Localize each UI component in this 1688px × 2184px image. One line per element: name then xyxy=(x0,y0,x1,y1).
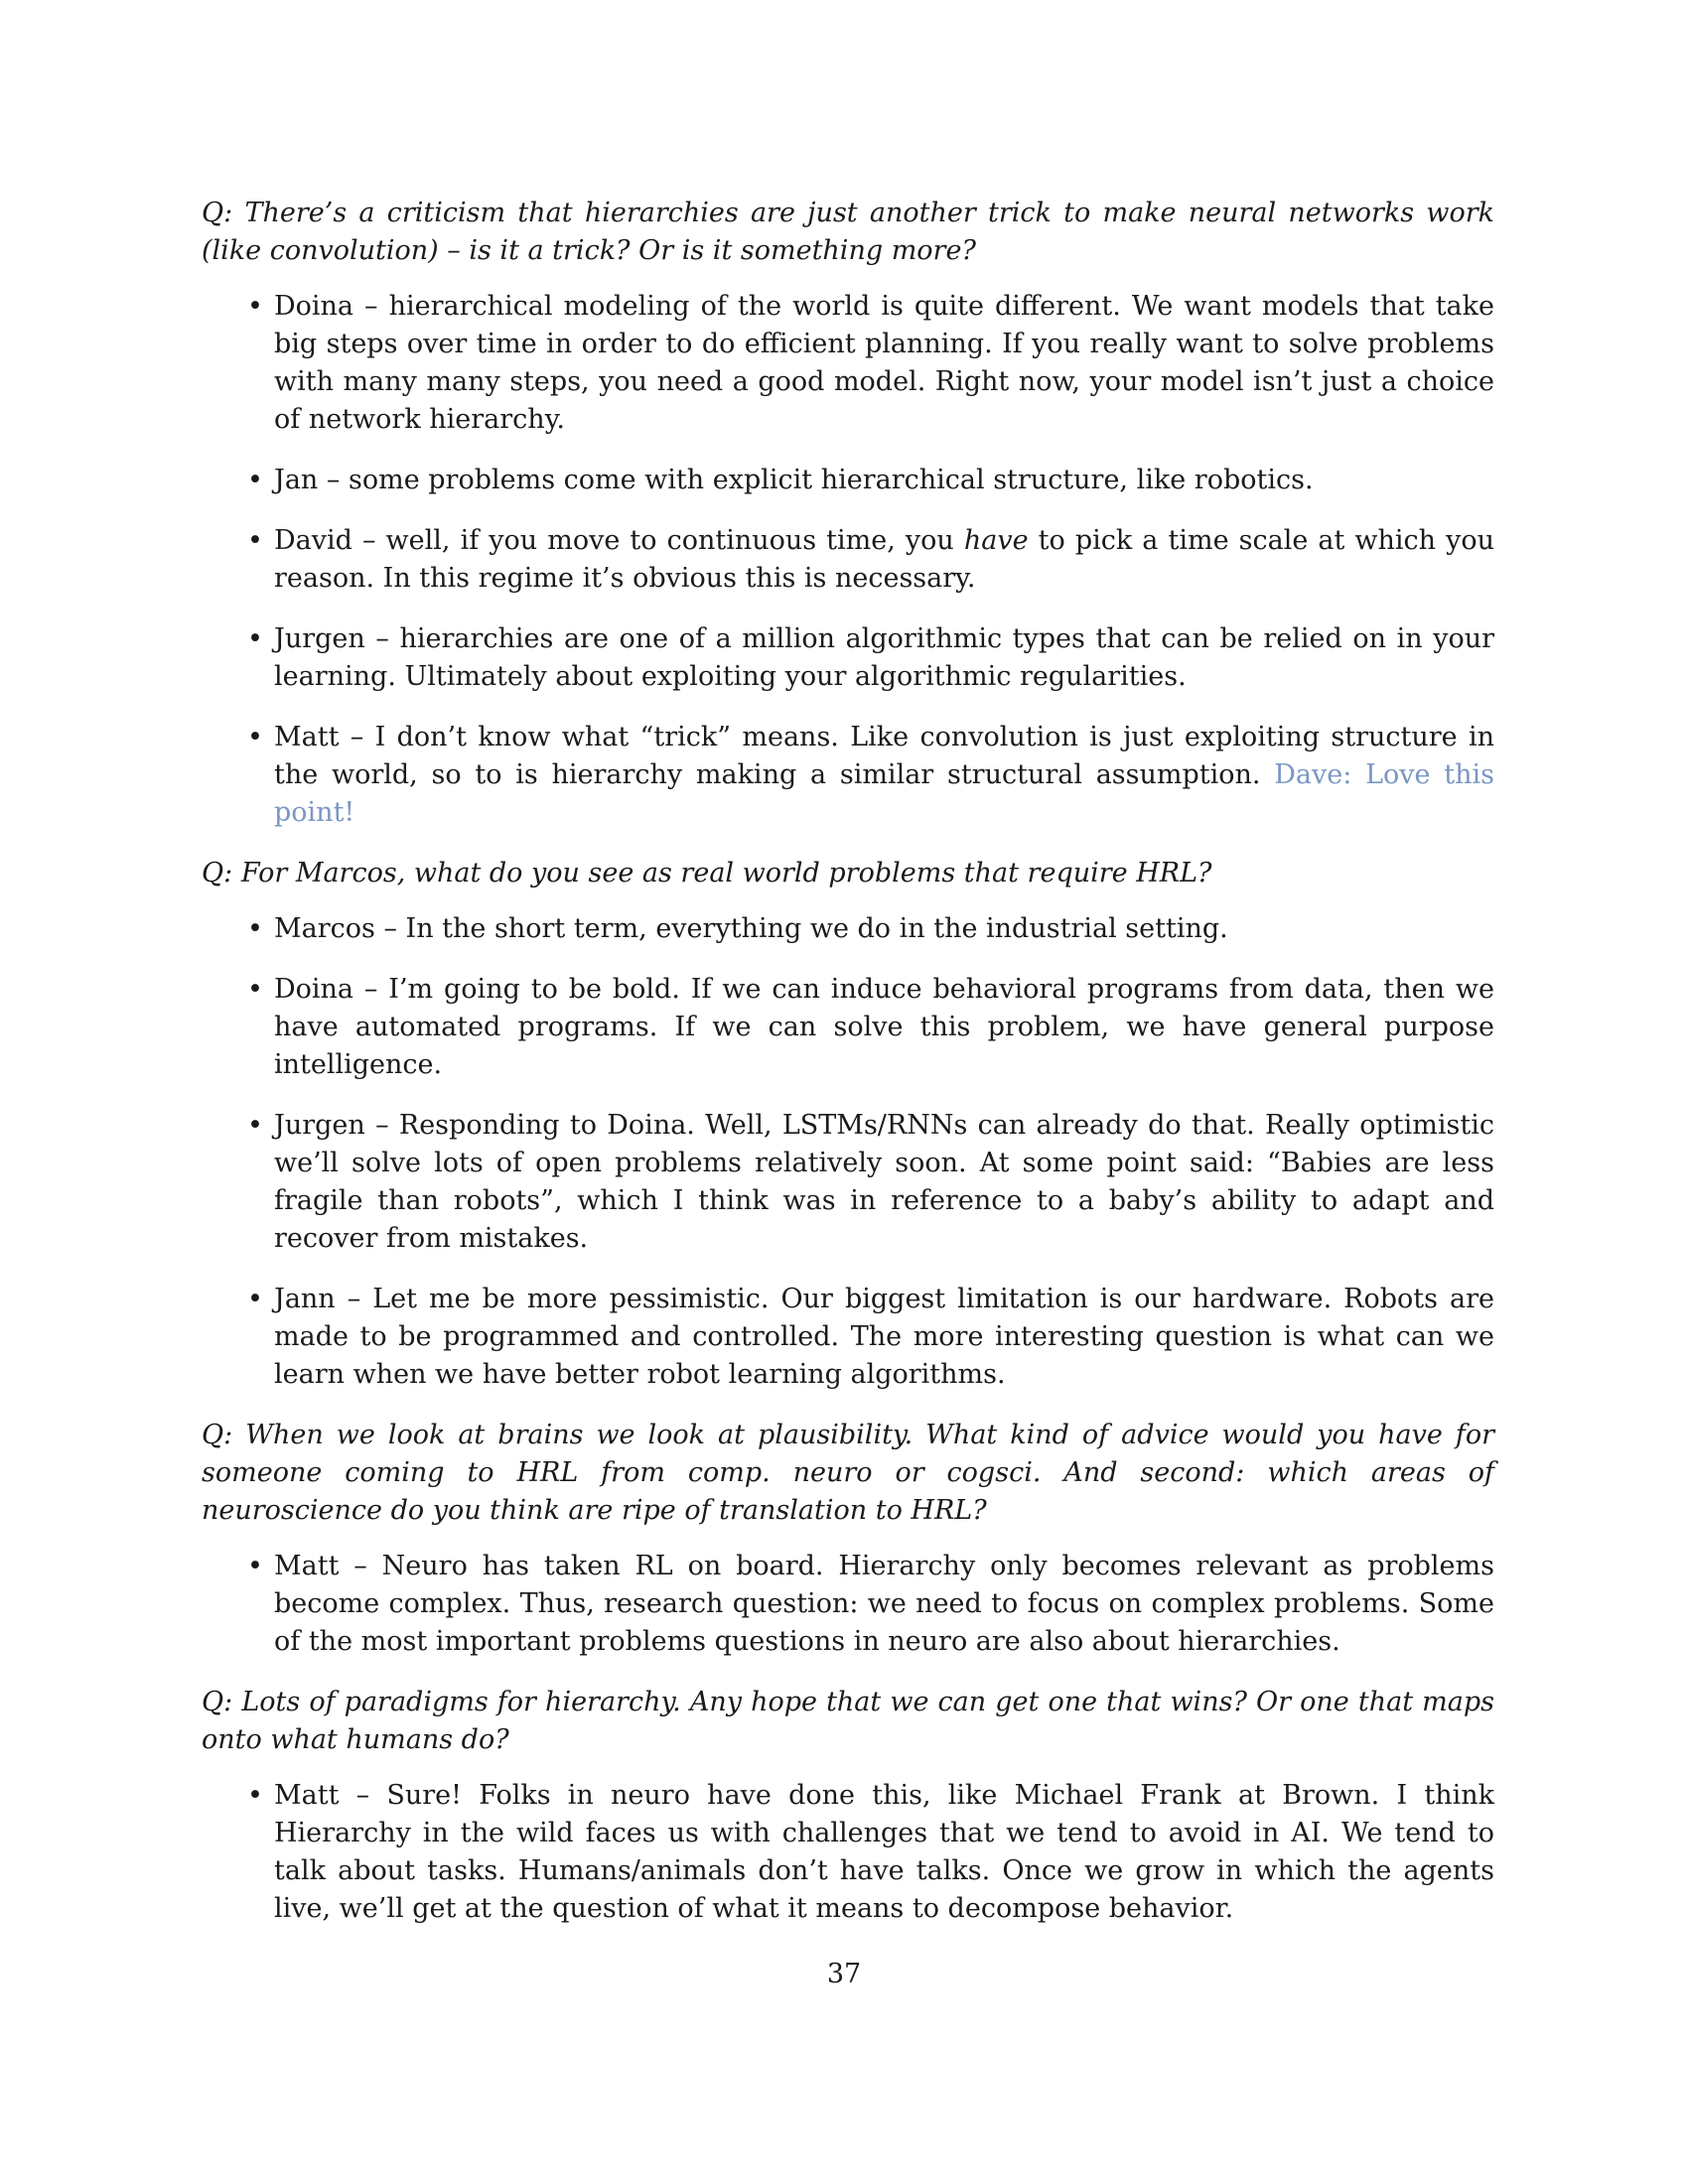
answer-text: Matt – Neuro has taken RL on board. Hierarchy only becomes relevant as problems become complex. Thus, research question: we need to focus on complex problems. Some of the most important problems questions in neuro are also about hierarchies. xyxy=(274,1551,1494,1657)
answer-list-4 xyxy=(202,1777,1494,1928)
list-item xyxy=(247,910,1494,948)
bullet-icon: • xyxy=(247,1284,263,1314)
answer-text-before: David – well, if you move to continuous time, you xyxy=(274,525,964,556)
list-item xyxy=(247,971,1494,1084)
bullet-icon: • xyxy=(247,1551,263,1581)
list-item xyxy=(247,1107,1494,1258)
list-item xyxy=(247,288,1494,439)
bullet-icon: • xyxy=(247,722,263,752)
answer-text: Doina – I’m going to be bold. If we can induce behavioral programs from data, then we have automated programs. If we can solve this problem, we have general purpose intelligence. xyxy=(274,974,1494,1080)
answer-text-after: to pick a time scale at which you reason. In this regime it’s obvious this is necessary. xyxy=(274,525,1495,594)
answer-list-1 xyxy=(202,288,1494,832)
list-item xyxy=(247,462,1494,499)
answer-text: Marcos – In the short term, everything we do in the industrial setting. xyxy=(274,913,1228,944)
page-number: 37 xyxy=(826,1959,862,1989)
bullet-icon: • xyxy=(247,525,263,556)
answer-text: Doina – hierarchical modeling of the world is quite different. We want models that take big steps over time in order to do efficient planning. If you really want to solve problems with many many steps, you need a good model. Right now, your model isn’t just a choice of network hierarchy. xyxy=(274,291,1494,435)
question-4: Q: Lots of paradigms for hierarchy. Any hope that we can get one that wins? Or one that maps onto what humans do? xyxy=(202,1687,1494,1755)
answer-text: Matt – I don’t know what “trick” means. Like convolution is just exploiting structure in the world, so to is hierarchy making a similar structural assumption. xyxy=(274,722,1494,790)
editor-note: Dave: Love this point! xyxy=(274,759,1494,828)
answer-text: Matt – Sure! Folks in neuro have done this, like Michael Frank at Brown. I think Hierarchy in the wild faces us with challenges that we tend to avoid in AI. We tend to talk about tasks. Humans/animals don’t have talks. Once we grow in which the agents live, we’ll get at the question of what it means to decompose behavior. xyxy=(274,1780,1494,1924)
answer-text: Jurgen – Responding to Doina. Well, LSTMs/RNNs can already do that. Really optimistic we’ll solve lots of open problems relatively soon. At some point said: “Babies are less fragile than robots”, which I think was in reference to a baby’s ability to adapt and recover from mistakes. xyxy=(274,1110,1494,1254)
question-2: Q: For Marcos, what do you see as real world problems that require HRL? xyxy=(202,858,1212,888)
list-item xyxy=(247,522,1495,598)
list-item xyxy=(247,719,1494,832)
question-1: Q: There’s a criticism that hierarchies are just another trick to make neural networks work (like convolution) – is it a trick? Or is it something more? xyxy=(202,198,1494,266)
bullet-icon: • xyxy=(247,1780,263,1811)
bullet-icon: • xyxy=(247,465,263,495)
bullet-icon: • xyxy=(247,1110,263,1141)
bullet-icon: • xyxy=(247,291,263,322)
document-body xyxy=(202,195,1494,1951)
question-3: Q: When we look at brains we look at plausibility. What kind of advice would you have for someone coming to HRL from comp. neuro or cogsci. And second: which areas of neuroscience do you think are ripe of translation to HRL? xyxy=(202,1420,1494,1526)
bullet-icon: • xyxy=(247,623,263,654)
emphasis-text: have xyxy=(963,525,1029,556)
list-item xyxy=(247,1281,1494,1394)
list-item xyxy=(247,620,1494,696)
bullet-icon: • xyxy=(247,913,263,944)
list-item xyxy=(247,1777,1494,1928)
answer-list-3 xyxy=(202,1548,1494,1661)
list-item xyxy=(247,1548,1494,1661)
bullet-icon: • xyxy=(247,974,263,1005)
answer-text: Jann – Let me be more pessimistic. Our biggest limitation is our hardware. Robots are made to be programmed and controlled. The more interesting question is what can we learn when we have better robot learning algorithms. xyxy=(274,1284,1494,1390)
answer-text: Jurgen – hierarchies are one of a million algorithmic types that can be relied on in your learning. Ultimately about exploiting your algorithmic regularities. xyxy=(274,623,1494,692)
answer-list-2 xyxy=(202,910,1494,1394)
answer-text: Jan – some problems come with explicit hierarchical structure, like robotics. xyxy=(274,465,1314,495)
